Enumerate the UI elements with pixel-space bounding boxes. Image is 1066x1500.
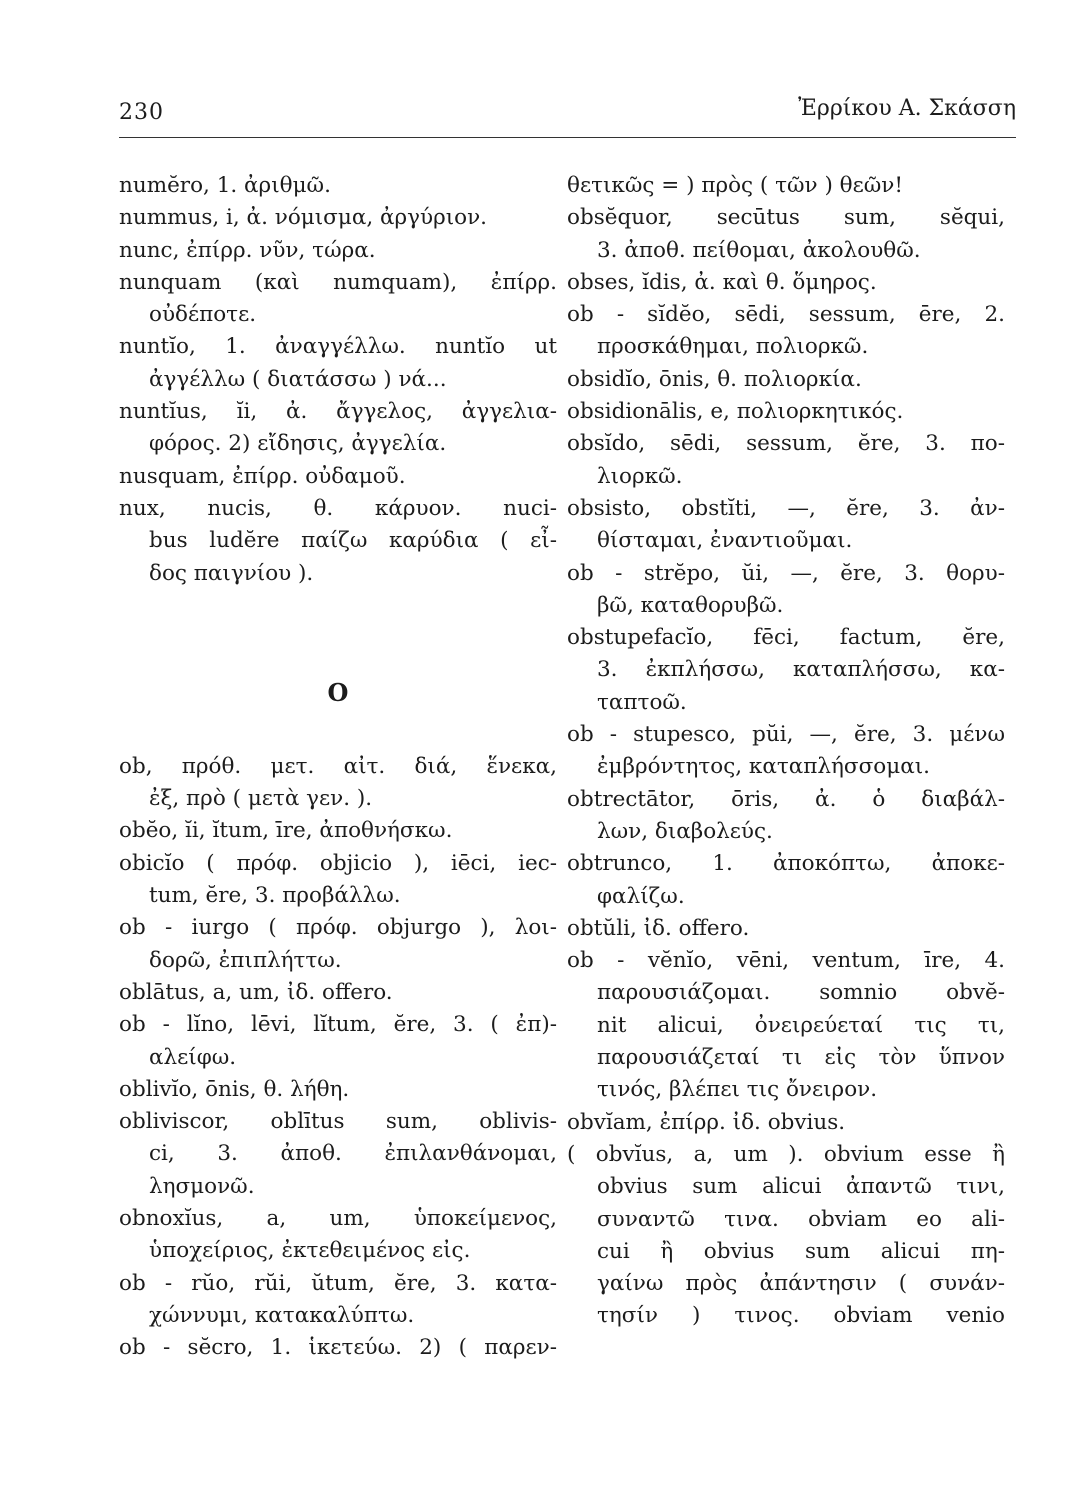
entry-line: λησμονῶ. [149, 1173, 255, 1199]
entry-line: θετικῶς = ) πρὸς ( τῶν ) θεῶν! [567, 173, 904, 198]
entry-line: obsĭdo, sēdi, sessum, ĕre, 3. πο- [567, 431, 1005, 457]
entry-line: τησίν ) τινος. obviam venio [597, 1303, 1005, 1329]
entry-line: obsĕquor, secūtus sum, sĕqui, [567, 205, 1005, 231]
entry-line: obses, ĭdis, ἀ. καὶ θ. ὅμηρος. [567, 269, 877, 295]
entry-line: obsisto, obstĭti, —, ĕre, 3. ἀν- [567, 495, 1005, 521]
entry-line: nunquam (καὶ numquam), ἐπίρρ. [119, 269, 557, 295]
entry-line: nummus, i, ἀ. νόμισμα, ἀργύριον. [119, 205, 487, 231]
entry-line: παρουσιάζομαι. somnio obvĕ- [597, 980, 1005, 1006]
entry-line: λων, διαβολεύς. [597, 818, 773, 844]
entry-line: numĕro, 1. ἀριθμῶ. [119, 173, 331, 198]
entry-line: τινός, βλέπει τις ὄνειρον. [597, 1077, 878, 1103]
entry-line: oblātus, a, um, ἰδ. offero. [119, 979, 393, 1005]
entry-line: nuntĭus, ĭi, ἀ. ἄγγελος, ἀγγελια- [119, 399, 557, 425]
entry-line: ταπτοῶ. [597, 689, 687, 715]
entry-line: obstupefacĭo, fēci, factum, ĕre, [567, 625, 1005, 651]
entry-line: προσκάθημαι, πολιορκῶ. [597, 334, 869, 360]
entry-line: obvĭam, ἐπίρρ. ἰδ. obvius. [567, 1109, 846, 1135]
entry-line: ob - sĕcro, 1. ἱκετεύω. 2) ( παρεν- [119, 1335, 557, 1361]
entry-line: obnoxĭus, a, um, ὑποκείμενος, [119, 1206, 557, 1232]
entry-line: oblivĭo, ōnis, θ. λήθη. [119, 1076, 350, 1102]
entry-line: θίσταμαι, ἐναντιοῦμαι. [597, 528, 853, 554]
entry-line: ob, πρόθ. μετ. αἰτ. διά, ἕνεκα, [119, 753, 557, 779]
entry-line: ἀγγέλλω ( διατάσσω ) νά... [149, 366, 447, 392]
entry-line: ob - rŭo, rŭi, ŭtum, ĕre, 3. κατα- [119, 1270, 557, 1296]
entry-line: συναντῶ τινα. obviam eo ali- [597, 1206, 1005, 1232]
entry-line: ἐξ, πρὸ ( μετὰ γεν. ). [149, 786, 373, 812]
page-number: 230 [119, 100, 164, 125]
entry-line: 3. ἐκπλήσσω, καταπλήσσω, κα- [597, 657, 1005, 683]
entry-line: ἐμβρόντητος, καταπλήσσομαι. [597, 754, 930, 780]
entry-line: obsidĭo, ōnis, θ. πολιορκία. [567, 366, 862, 392]
entry-line: ( obvĭus, a, um ). obvium esse ἢ [567, 1141, 1005, 1167]
section-gap [119, 590, 557, 751]
entry-line: obicĭo ( πρόφ. objicio ), iēci, iec- [119, 850, 557, 876]
entry-line: βῶ, καταθορυβῶ. [597, 592, 784, 618]
entry-line: δορῶ, ἐπιπλήττω. [149, 947, 342, 973]
entry-line: tum, ĕre, 3. προβάλλω. [149, 883, 401, 909]
entry-line: δος παιγνίου ). [149, 560, 314, 586]
entry-line: obtrectātor, ōris, ἀ. ὁ διαβάλ- [567, 786, 1005, 812]
entry-line: obtrunco, 1. ἀποκόπτω, ἀποκε- [567, 851, 1005, 877]
entry-line: λιορκῶ. [597, 463, 683, 489]
section-letter: O [327, 678, 349, 707]
entry-line: ob - iurgo ( πρόφ. objurgo ), λοι- [119, 915, 557, 941]
entry-line: nit alicui, ὀνειρεύεταί τις τι, [597, 1012, 1005, 1038]
entry-line: ob - lĭno, lēvi, lĭtum, ĕre, 3. ( ἐπ)- [119, 1012, 557, 1038]
entry-line: obvius sum alicui ἀπαντῶ τινι, [597, 1174, 1005, 1200]
entry-line: ci, 3. ἀποθ. ἐπιλανθάνομαι, [149, 1141, 557, 1167]
entry-line: bus ludĕre παίζω καρύδια ( εἶ- [149, 528, 557, 554]
entry-line: obĕo, ĭi, ĭtum, īre, ἀποθνήσκω. [119, 818, 453, 844]
page-header [119, 86, 1016, 126]
entry-line: ob - strĕpo, ŭi, —, ĕre, 3. θορυ- [567, 560, 1005, 586]
entry-line: ob - stupesco, pŭi, —, ĕre, 3. μένω [567, 722, 1005, 748]
entry-line: 3. ἀποθ. πείθομαι, ἀκολουθῶ. [597, 237, 921, 263]
entry-line: γαίνω πρὸς ἀπάντησιν ( συνάν- [597, 1271, 1005, 1297]
entry-line: χώννυμι, κατακαλύπτω. [149, 1302, 415, 1328]
header-rule [119, 137, 1016, 138]
entry-line: ob - vĕnĭo, vēni, ventum, īre, 4. [567, 948, 1005, 974]
entry-line: παρουσιάζεταί τι εἰς τὸν ὕπνον [597, 1045, 1005, 1071]
entry-line: nuntĭo, 1. ἀναγγέλλω. nuntĭo ut [119, 334, 557, 360]
entry-line: φαλίζω. [597, 883, 685, 909]
entry-line: obliviscor, oblītus sum, oblivis- [119, 1109, 557, 1135]
entry-line: οὐδέποτε. [149, 302, 257, 328]
entry-line: cui ἢ obvius sum alicui πη- [597, 1238, 1005, 1264]
running-head: Ἐρρίκου Α. Σκάσση [798, 96, 1016, 121]
entry-line: obtŭli, ἰδ. offero. [567, 915, 750, 941]
entry-line: nusquam, ἐπίρρ. οὐδαμοῦ. [119, 463, 406, 489]
entry-line: obsidionālis, e, πολιορκητικός. [567, 399, 904, 425]
left-column [119, 170, 557, 1365]
entry-line: ὑποχείριος, ἐκτεθειμένος εἰς. [149, 1238, 471, 1264]
right-column [567, 170, 1005, 1333]
entry-line: φόρος. 2) εἴδησις, ἀγγελία. [149, 431, 447, 457]
entry-line: nux, nucis, θ. κάρυον. nuci- [119, 495, 557, 521]
entry-line: αλείφω. [149, 1044, 237, 1070]
entry-line: ob - sĭdĕo, sēdi, sessum, ēre, 2. [567, 302, 1005, 328]
entry-line: nunc, ἐπίρρ. νῦν, τώρα. [119, 237, 376, 263]
